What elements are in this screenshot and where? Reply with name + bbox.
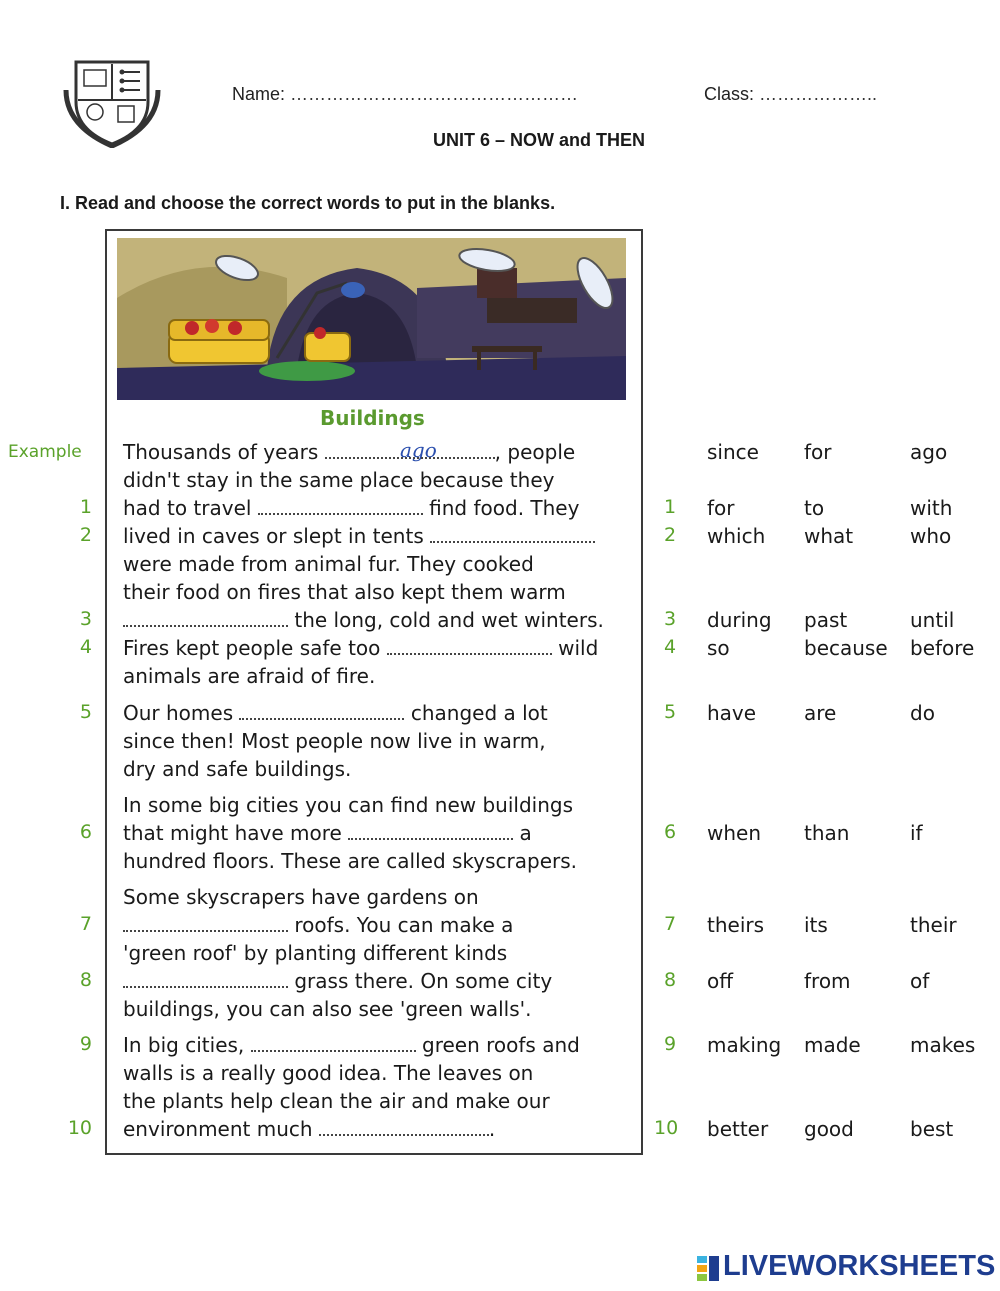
word-option[interactable]: theirs — [707, 913, 765, 937]
question-number: 9 — [79, 1033, 92, 1055]
passage-text: were made from animal fur. They cooked — [123, 552, 534, 576]
unit-title: UNIT 6 – NOW and THEN — [433, 130, 646, 150]
answer-blank[interactable] — [258, 497, 423, 515]
question-number: 5 — [79, 701, 92, 723]
passage-line — [123, 440, 575, 464]
answer-blank[interactable] — [251, 1034, 416, 1052]
passage-line — [123, 1033, 580, 1057]
passage-text: roofs. You can make a — [288, 913, 514, 937]
word-option[interactable]: do — [910, 701, 935, 725]
question-number: 8 — [79, 969, 92, 991]
word-option[interactable]: its — [804, 913, 828, 937]
passage-text: the plants help clean the air and make our — [123, 1089, 550, 1113]
passage-text: their food on fires that also kept them warm — [123, 580, 566, 604]
passage-line — [123, 969, 552, 993]
passage-text: a — [513, 821, 532, 845]
option-number: 8 — [664, 969, 677, 991]
passage-text: In big cities, — [123, 1033, 251, 1057]
option-number: 1 — [664, 496, 677, 518]
answer-blank[interactable] — [387, 637, 552, 655]
question-number: 10 — [67, 1117, 92, 1139]
passage-line — [123, 757, 351, 781]
word-option[interactable]: their — [910, 913, 957, 937]
answer-blank[interactable] — [430, 525, 595, 543]
word-option[interactable]: made — [804, 1033, 861, 1057]
passage-line — [123, 729, 546, 753]
word-option[interactable]: making — [707, 1033, 782, 1057]
option-number: 4 — [664, 636, 677, 658]
passage-text: lived in caves or slept in tents — [123, 524, 431, 548]
passage-text: find food. They — [422, 496, 580, 520]
passage-text: dry and safe buildings. — [123, 757, 352, 781]
word-option[interactable]: which — [707, 524, 766, 548]
cave-home-illustration — [117, 238, 626, 400]
word-option[interactable]: for — [804, 440, 832, 464]
passage-text: Fires kept people safe too — [123, 636, 387, 660]
word-option[interactable]: ago — [910, 440, 948, 464]
passage-text: that might have more — [123, 821, 349, 845]
passage-line — [123, 496, 579, 520]
passage-text: since then! Most people now live in warm, — [123, 729, 546, 753]
option-number: 3 — [664, 608, 677, 630]
option-number: 10 — [654, 1117, 679, 1139]
question-number: 2 — [79, 524, 92, 546]
answer-blank[interactable] — [325, 441, 495, 459]
passage-line — [123, 913, 513, 937]
class-dots: ……………….. — [759, 84, 878, 104]
example-answer: ago — [400, 438, 437, 462]
option-number: 9 — [664, 1033, 677, 1055]
option-number: 2 — [664, 524, 677, 546]
name-dots: ………………………………………… — [290, 84, 579, 104]
answer-blank[interactable] — [348, 822, 513, 840]
example-label: Example — [8, 442, 82, 462]
answer-blank[interactable] — [123, 609, 288, 627]
passage-line — [123, 997, 531, 1021]
passage-line — [123, 1061, 533, 1085]
passage-line — [123, 636, 598, 660]
liveworksheets-brand: LIVEWORKSHEETS — [723, 1250, 996, 1282]
passage-text: hundred floors. These are called skyscrapers. — [123, 849, 578, 873]
class-label: Class: — [704, 84, 755, 104]
passage-line — [123, 552, 534, 576]
word-option[interactable]: when — [707, 821, 762, 845]
word-option[interactable]: best — [910, 1117, 954, 1141]
passage-text: had to travel — [123, 496, 258, 520]
passage-text: wild — [551, 636, 599, 660]
class-field[interactable] — [704, 84, 877, 105]
word-option[interactable]: with — [910, 496, 953, 520]
passage-line — [123, 821, 532, 845]
word-option[interactable]: so — [707, 636, 730, 660]
instruction: I. Read and choose the correct words to put in the blanks. — [60, 193, 556, 213]
question-number: 7 — [79, 913, 92, 935]
passage-line — [123, 468, 554, 492]
word-option[interactable]: to — [804, 496, 825, 520]
passage-text: the long, cold and wet winters. — [288, 608, 604, 632]
answer-blank[interactable] — [123, 914, 288, 932]
question-number: 6 — [79, 821, 92, 843]
option-number: 6 — [664, 821, 677, 843]
passage-text: Our homes — [123, 701, 240, 725]
passage-line — [123, 1089, 550, 1113]
answer-blank[interactable] — [319, 1118, 489, 1136]
option-number: 5 — [664, 701, 677, 723]
name-label: Name: — [232, 84, 286, 104]
school-crest-logo — [62, 56, 162, 148]
passage-line — [123, 793, 573, 817]
passage-text: green roofs and — [415, 1033, 580, 1057]
passage-line — [123, 524, 595, 548]
word-option[interactable]: since — [707, 440, 759, 464]
word-option[interactable]: because — [804, 636, 888, 660]
question-number: 4 — [79, 636, 92, 658]
word-option[interactable]: past — [804, 608, 848, 632]
word-option[interactable]: good — [804, 1117, 854, 1141]
word-option[interactable]: before — [910, 636, 975, 660]
passage-text: grass there. On some city — [288, 969, 553, 993]
word-option[interactable]: until — [910, 608, 955, 632]
passage-text: 'green roof' by planting different kinds — [123, 941, 508, 965]
word-option[interactable]: are — [804, 701, 837, 725]
passage-line — [123, 941, 507, 965]
word-option[interactable]: from — [804, 969, 851, 993]
passage-line — [123, 885, 479, 909]
name-field[interactable] — [232, 84, 578, 105]
passage-line — [123, 580, 566, 604]
passage-text: Thousands of years — [123, 440, 325, 464]
word-option[interactable]: for — [707, 496, 735, 520]
passage-text: buildings, you can also see 'green walls'. — [123, 997, 532, 1021]
passage-subtitle: Buildings — [320, 406, 425, 430]
word-option[interactable]: of — [910, 969, 930, 993]
word-option[interactable]: during — [707, 608, 772, 632]
passage-line — [123, 1117, 495, 1141]
passage-text: . — [488, 1117, 496, 1141]
answer-blank[interactable] — [123, 970, 288, 988]
passage-text: Some skyscrapers have gardens on — [123, 885, 479, 909]
passage-text: didn't stay in the same place because they — [123, 468, 555, 492]
word-option[interactable]: than — [804, 821, 850, 845]
passage-text: changed a lot — [404, 701, 548, 725]
question-number: 1 — [79, 496, 92, 518]
word-option[interactable]: off — [707, 969, 734, 993]
passage-line — [123, 701, 548, 725]
word-option[interactable]: better — [707, 1117, 769, 1141]
passage-text: In some big cities you can find new buildings — [123, 793, 574, 817]
answer-blank[interactable] — [239, 702, 404, 720]
passage-line — [123, 849, 577, 873]
word-option[interactable]: if — [910, 821, 923, 845]
word-option[interactable]: makes — [910, 1033, 976, 1057]
passage-text: , people — [494, 440, 576, 464]
passage-text: animals are afraid of fire. — [123, 664, 376, 688]
question-number: 3 — [79, 608, 92, 630]
liveworksheets-logo-icon — [697, 1254, 719, 1282]
word-option[interactable]: who — [910, 524, 952, 548]
passage-line — [123, 664, 375, 688]
passage-text: environment much — [123, 1117, 319, 1141]
passage-line — [123, 608, 604, 632]
word-option[interactable]: have — [707, 701, 757, 725]
option-number: 7 — [664, 913, 677, 935]
word-option[interactable]: what — [804, 524, 854, 548]
passage-text: walls is a really good idea. The leaves on — [123, 1061, 534, 1085]
